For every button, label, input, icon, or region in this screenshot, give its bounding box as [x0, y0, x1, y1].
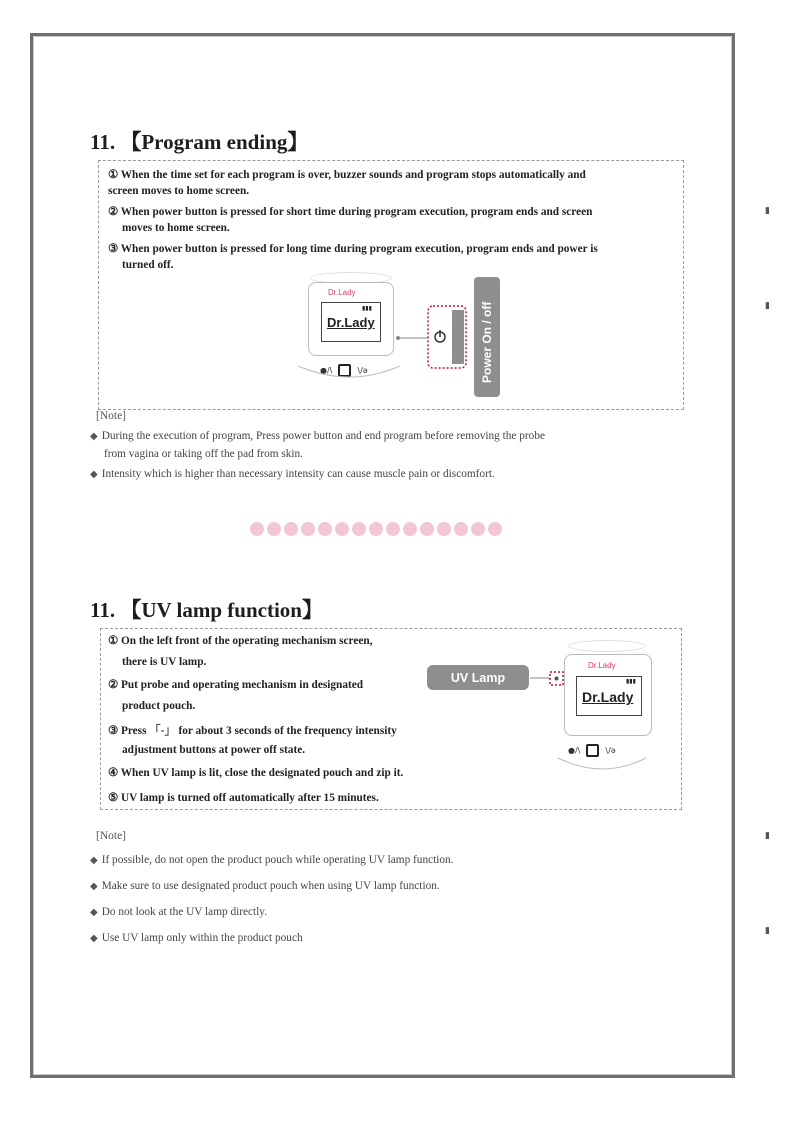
section-divider-dots [250, 522, 515, 538]
scan-mark: ▮ [765, 300, 770, 310]
power-button-icon [586, 744, 599, 757]
uv-lamp-item: ⑤ UV lamp is turned off automatically after 15 minutes. [108, 792, 379, 804]
device-illustration-uv [556, 640, 656, 765]
device-brand: Dr.Lady [327, 315, 375, 330]
uv-lamp-label: UV Lamp [427, 665, 529, 690]
note-item: ◆ Make sure to use designated product pouch when using UV lamp function. [90, 880, 440, 892]
note-item: ◆ During the execution of program, Press power button and end program before removing the probe [90, 430, 545, 442]
uv-lamp-item: ③ Press 「-」 for about 3 seconds of the frequency intensity [108, 725, 397, 737]
uv-lamp-item: ④ When UV lamp is lit, close the designated pouch and zip it. [108, 767, 404, 779]
note-item: from vagina or taking off the pad from skin. [104, 448, 304, 460]
scan-mark: ▮ [765, 205, 770, 215]
section-title-uv-lamp: 11. 【UV lamp function】 [90, 598, 323, 622]
program-ending-item: screen moves to home screen. [108, 185, 250, 197]
program-ending-item: turned off. [122, 259, 174, 271]
uv-lamp-item: ① On the left front of the operating mechanism screen, [108, 635, 373, 647]
note-item: ◆ Use UV lamp only within the product pouch [90, 932, 303, 944]
battery-icon: ▮▮▮ [362, 306, 372, 312]
program-ending-item: ② When power button is pressed for short time during program execution, program ends and screen [108, 206, 593, 218]
battery-icon: ▮▮▮ [626, 679, 636, 685]
scan-mark: ▮ [765, 925, 770, 935]
device-brand-small: Dr.Lady [328, 288, 356, 297]
device-controls [568, 744, 616, 757]
program-ending-item: ① When the time set for each program is over, buzzer sounds and program stops automatically and [108, 169, 586, 181]
device-brand-small: Dr.Lady [588, 661, 616, 670]
note-title: [Note] [96, 830, 127, 842]
button-left-icon: ●/\ [568, 746, 581, 755]
note-item: ◆ Do not look at the UV lamp directly. [90, 906, 268, 918]
uv-lamp-item: there is UV lamp. [122, 656, 207, 668]
uv-lamp-item: adjustment buttons at power off state. [122, 744, 306, 756]
power-on-off-label: Power On / off [480, 301, 494, 383]
note-item: ◆ If possible, do not open the product pouch while operating UV lamp function. [90, 854, 454, 866]
section-title-program-ending: 11. 【Program ending】 [90, 130, 309, 154]
uv-lamp-item: product pouch. [122, 700, 196, 712]
program-ending-item: moves to home screen. [122, 222, 230, 234]
scan-mark: ▮ [765, 830, 770, 840]
device-brand: Dr.Lady [582, 689, 634, 705]
program-ending-item: ③ When power button is pressed for long time during program execution, program ends and power is [108, 243, 598, 255]
note-title: [Note] [96, 410, 127, 422]
button-right-icon: \/ǝ [357, 366, 368, 375]
button-left-icon: ●/\ [320, 366, 333, 375]
uv-lamp-item: ② Put probe and operating mechanism in designated [108, 679, 364, 691]
button-right-icon: \/ǝ [605, 746, 616, 755]
note-item: ◆ Intensity which is higher than necessary intensity can cause muscle pain or discomfort. [90, 468, 495, 480]
